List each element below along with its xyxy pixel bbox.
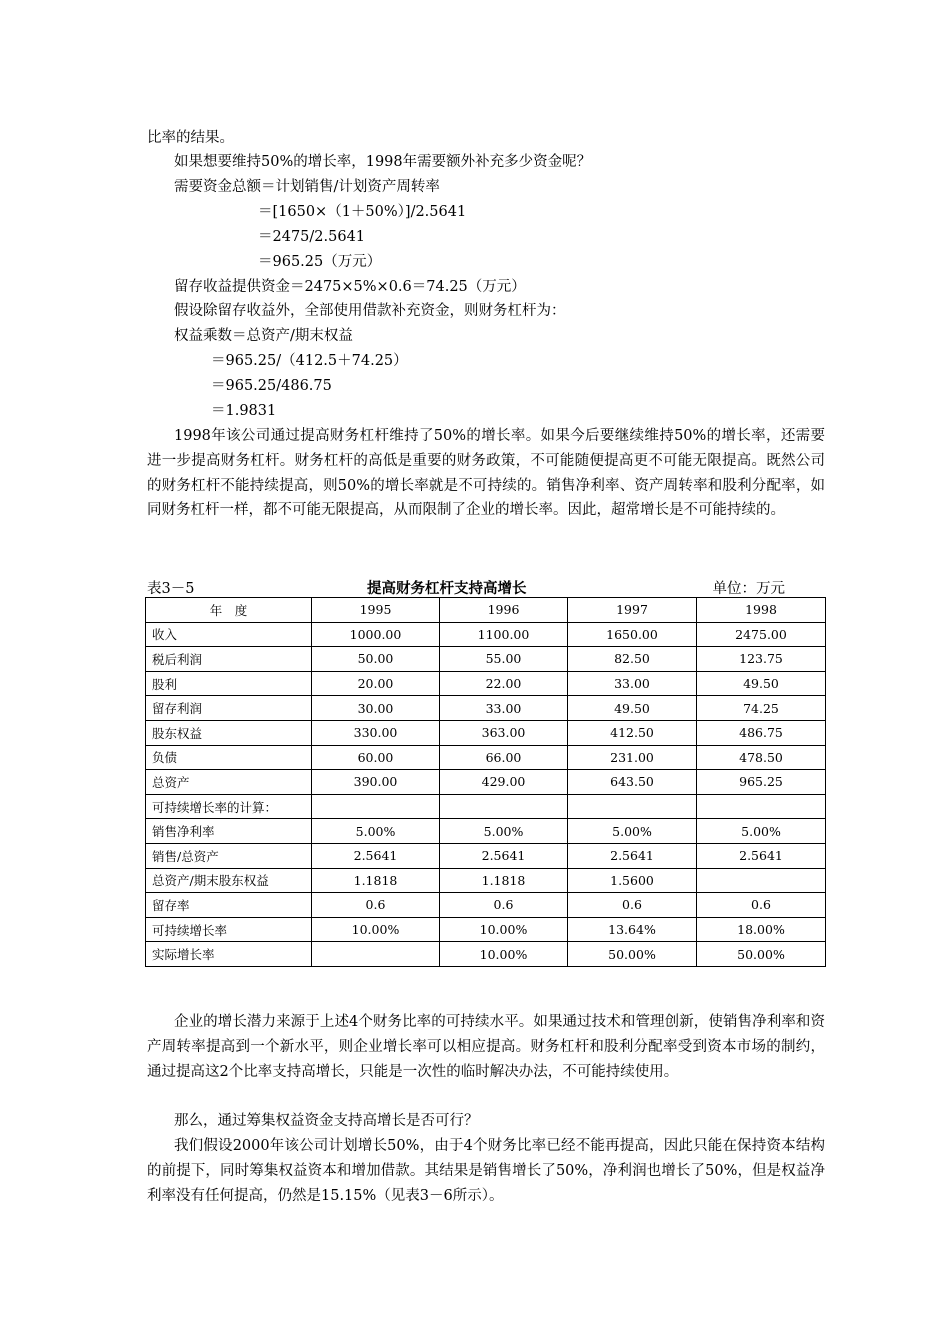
table-cell: 5.00%: [440, 819, 568, 844]
formula-line: ＝[1650×（1＋50%）]/2.5641: [258, 204, 467, 220]
table-header-cell: 1998: [697, 598, 826, 623]
paragraph: 我们假设2000年该公司计划增长50%，由于4个财务比率已经不能再提高，因此只能在保持资本结构的前提下，同时筹集权益资本和增加借款。其结果是销售增长了50%，净利润也增长了50%，但是权益净利率没有任何提高，仍然是15.15%（见表3－6所示）。: [147, 1138, 825, 1204]
table-cell: [440, 794, 568, 819]
table-cell: 412.50: [568, 720, 697, 745]
row-label-cell: 可持续增长率的计算：: [146, 794, 312, 819]
table-cell: 478.50: [697, 745, 826, 770]
table-cell: 10.00%: [440, 917, 568, 942]
row-label-cell: 销售/总资产: [146, 843, 312, 868]
table-row: [146, 843, 826, 868]
row-label-cell: 实际增长率: [146, 942, 312, 967]
row-label-cell: 留存率: [146, 893, 312, 918]
row-label-cell: 销售净利率: [146, 819, 312, 844]
table-cell: 390.00: [312, 770, 440, 795]
table-cell: 2.5641: [440, 843, 568, 868]
table-row: [146, 917, 826, 942]
table-cell: [312, 942, 440, 967]
table-header-cell: 年 度: [146, 598, 312, 623]
row-label-cell: 税后利润: [146, 647, 312, 672]
table-row: [146, 942, 826, 967]
table-cell: 231.00: [568, 745, 697, 770]
table-unit: 单位：万元: [712, 581, 785, 597]
table-cell: [697, 794, 826, 819]
formula-line: ＝1.9831: [211, 403, 277, 419]
table-cell: 2.5641: [312, 843, 440, 868]
row-label-cell: 股利: [146, 671, 312, 696]
table-cell: 2.5641: [568, 843, 697, 868]
table-cell: 1650.00: [568, 622, 697, 647]
table-cell: 1.1818: [440, 868, 568, 893]
row-label-cell: 可持续增长率: [146, 917, 312, 942]
table-row: [146, 647, 826, 672]
row-label-cell: 股东权益: [146, 720, 312, 745]
table-cell: 1.1818: [312, 868, 440, 893]
table-cell: 13.64%: [568, 917, 697, 942]
table-cell: [697, 868, 826, 893]
row-label-cell: 负债: [146, 745, 312, 770]
table-row: [146, 770, 826, 795]
formula-line: ＝2475/2.5641: [258, 229, 366, 245]
table-cell: 20.00: [312, 671, 440, 696]
table-cell: 49.50: [697, 671, 826, 696]
text-line: 如果想要维持50%的增长率，1998年需要额外补充多少资金呢？: [174, 154, 592, 170]
table-row: [146, 868, 826, 893]
table-cell: 363.00: [440, 720, 568, 745]
table-cell: 50.00: [312, 647, 440, 672]
table-cell: 1.5600: [568, 868, 697, 893]
table-cell: 0.6: [440, 893, 568, 918]
financial-table: [145, 597, 826, 967]
table-cell: 429.00: [440, 770, 568, 795]
table-row: [146, 745, 826, 770]
paragraph: 1998年该公司通过提高财务杠杆维持了50%的增长率。如果今后要继续维持50%的增长率，还需要进一步提高财务杠杆。财务杠杆的高低是重要的财务政策，不可能随便提高更不可能无限提高。既然公司的财务杠杆不能持续提高，则50%的增长率就是不可持续的。销售净利率、资产周转率和股利分配率，如同财务杠杆一样，都不可能无限提高，从而限制了企业的增长率。因此，超常增长是不可能持续的。: [147, 428, 825, 519]
formula-line: ＝965.25/486.75: [211, 378, 332, 394]
table-cell: 18.00%: [697, 917, 826, 942]
table-row: [146, 622, 826, 647]
table-cell: 33.00: [440, 696, 568, 721]
table-cell: 10.00%: [440, 942, 568, 967]
table-row: [146, 720, 826, 745]
paragraph: 企业的增长潜力来源于上述4个财务比率的可持续水平。如果通过技术和管理创新，使销售净利率和资产周转率提高到一个新水平，则企业增长率可以相应提高。财务杠杆和股利分配率受到资本市场的制约，通过提高这2个比率支持高增长，只能是一次性的临时解决办法，不可能持续使用。: [147, 1014, 825, 1080]
table-cell: 50.00%: [568, 942, 697, 967]
table-cell: 66.00: [440, 745, 568, 770]
table-label: 表3－5: [147, 581, 195, 597]
table-title: 提高财务杠杆支持高增长: [367, 581, 527, 597]
table-cell: 123.75: [697, 647, 826, 672]
table-cell: 50.00%: [697, 942, 826, 967]
table-cell: 1100.00: [440, 622, 568, 647]
paragraph: 那么，通过筹集权益资金支持高增长是否可行？: [174, 1113, 479, 1129]
table-cell: 486.75: [697, 720, 826, 745]
table-cell: 10.00%: [312, 917, 440, 942]
table-cell: 643.50: [568, 770, 697, 795]
table-cell: 22.00: [440, 671, 568, 696]
text-line: 权益乘数＝总资产/期末权益: [174, 328, 353, 344]
table-cell: 74.25: [697, 696, 826, 721]
table-cell: 55.00: [440, 647, 568, 672]
table-row: [146, 794, 826, 819]
table-cell: 49.50: [568, 696, 697, 721]
row-label-cell: 总资产: [146, 770, 312, 795]
table-cell: 5.00%: [568, 819, 697, 844]
table-cell: 30.00: [312, 696, 440, 721]
table-row: [146, 671, 826, 696]
row-label-cell: 收入: [146, 622, 312, 647]
table-row: [146, 819, 826, 844]
table-cell: 1000.00: [312, 622, 440, 647]
row-label-cell: 留存利润: [146, 696, 312, 721]
table-cell: 0.6: [568, 893, 697, 918]
table-cell: 5.00%: [312, 819, 440, 844]
table-header-cell: 1995: [312, 598, 440, 623]
text-line: 假设除留存收益外，全部使用借款补充资金，则财务杠杆为：: [174, 303, 566, 319]
table-cell: [312, 794, 440, 819]
formula-line: ＝965.25/（412.5＋74.25）: [211, 353, 408, 369]
row-label-cell: 总资产/期末股东权益: [146, 868, 312, 893]
table-cell: 0.6: [697, 893, 826, 918]
table-cell: 965.25: [697, 770, 826, 795]
table-cell: 0.6: [312, 893, 440, 918]
text-line: 需要资金总额＝计划销售/计划资产周转率: [174, 179, 440, 195]
text-line: 比率的结果。: [147, 130, 234, 146]
table-row: [146, 696, 826, 721]
text-line: 留存收益提供资金＝2475×5%×0.6＝74.25（万元）: [174, 279, 526, 295]
table-header-cell: 1996: [440, 598, 568, 623]
table-cell: 5.00%: [697, 819, 826, 844]
table-cell: 2475.00: [697, 622, 826, 647]
table-cell: 330.00: [312, 720, 440, 745]
table-cell: 2.5641: [697, 843, 826, 868]
table-caption: [147, 577, 825, 597]
table-cell: 60.00: [312, 745, 440, 770]
table-header-row: [146, 598, 826, 623]
formula-line: ＝965.25（万元）: [258, 254, 382, 270]
table-row: [146, 893, 826, 918]
table-header-cell: 1997: [568, 598, 697, 623]
table-cell: 82.50: [568, 647, 697, 672]
table-cell: 33.00: [568, 671, 697, 696]
table-cell: [568, 794, 697, 819]
